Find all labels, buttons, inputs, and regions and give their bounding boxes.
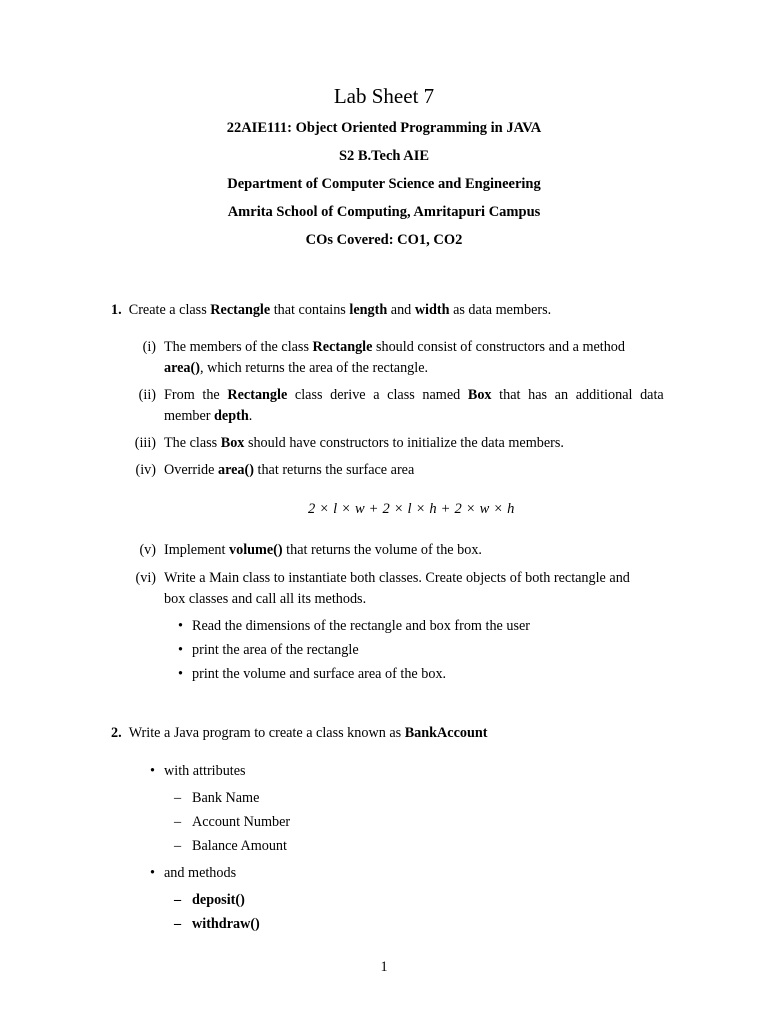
bullet-item: Read the dimensions of the rectangle and box from the user — [192, 618, 531, 634]
program-name: S2 B.Tech AIE — [338, 148, 430, 164]
list-item-cont: member depth. — [164, 408, 253, 424]
page-title: Lab Sheet 7 — [333, 84, 435, 108]
cos-covered: COs Covered: CO1, CO2 — [305, 232, 463, 248]
method-item: withdraw() — [192, 916, 260, 932]
question-number: 2. — [111, 725, 122, 741]
list-item: From the Rectangle class derive a class named Box that has an additional data — [164, 387, 664, 403]
attribute-item: Balance Amount — [192, 838, 287, 854]
attribute-item: Bank Name — [192, 790, 260, 806]
list-item: The members of the class Rectangle should consist of constructors and a method — [164, 339, 625, 355]
list-item: Write a Main class to instantiate both classes. Create objects of both rectangle and — [164, 570, 630, 586]
item-label: (iii) — [134, 435, 156, 451]
bullet-icon: • — [178, 618, 183, 634]
bullet-icon: • — [150, 763, 155, 779]
question-2: 2. Write a Java program to create a class known as BankAccount — [111, 725, 488, 741]
page-number: 1 — [380, 959, 388, 975]
dash-icon: – — [174, 916, 182, 932]
list-item-cont: area(), which returns the area of the rectangle. — [164, 360, 429, 376]
dash-icon: – — [174, 814, 182, 830]
bullet-icon: • — [178, 642, 183, 658]
dash-icon: – — [174, 838, 182, 854]
method-item: deposit() — [192, 892, 245, 908]
surface-area-formula: 2 × l × w + 2 × l × h + 2 × w × h — [308, 501, 515, 517]
item-label: (v) — [139, 542, 156, 558]
bullet-icon: • — [178, 666, 183, 682]
list-item: Implement volume() that returns the volume of the box. — [164, 542, 482, 558]
department-name: Department of Computer Science and Engineering — [227, 176, 541, 192]
list-item: The class Box should have constructors to initialize the data members. — [164, 435, 564, 451]
bullet-icon: • — [150, 865, 155, 881]
list-item: Override area() that returns the surface area — [164, 462, 415, 478]
dash-icon: – — [174, 892, 182, 908]
question-number: 1. — [111, 302, 122, 318]
question-1: 1. Create a class Rectangle that contains length and width as data members. — [111, 302, 552, 318]
dash-icon: – — [174, 790, 182, 806]
item-label: (iv) — [135, 462, 156, 478]
item-label: (vi) — [135, 570, 156, 586]
item-label: (i) — [142, 339, 156, 355]
bullet-item: print the volume and surface area of the box. — [192, 666, 447, 682]
attribute-item: Account Number — [192, 814, 291, 830]
bullet-item: print the area of the rectangle — [192, 642, 359, 658]
school-name: Amrita School of Computing, Amritapuri Campus — [227, 204, 541, 220]
list-item-cont: box classes and call all its methods. — [164, 591, 367, 607]
attributes-label: with attributes — [164, 763, 246, 779]
course-title: 22AIE111: Object Oriented Programming in JAVA — [226, 120, 542, 136]
methods-label: and methods — [164, 865, 237, 881]
item-label: (ii) — [138, 387, 156, 403]
